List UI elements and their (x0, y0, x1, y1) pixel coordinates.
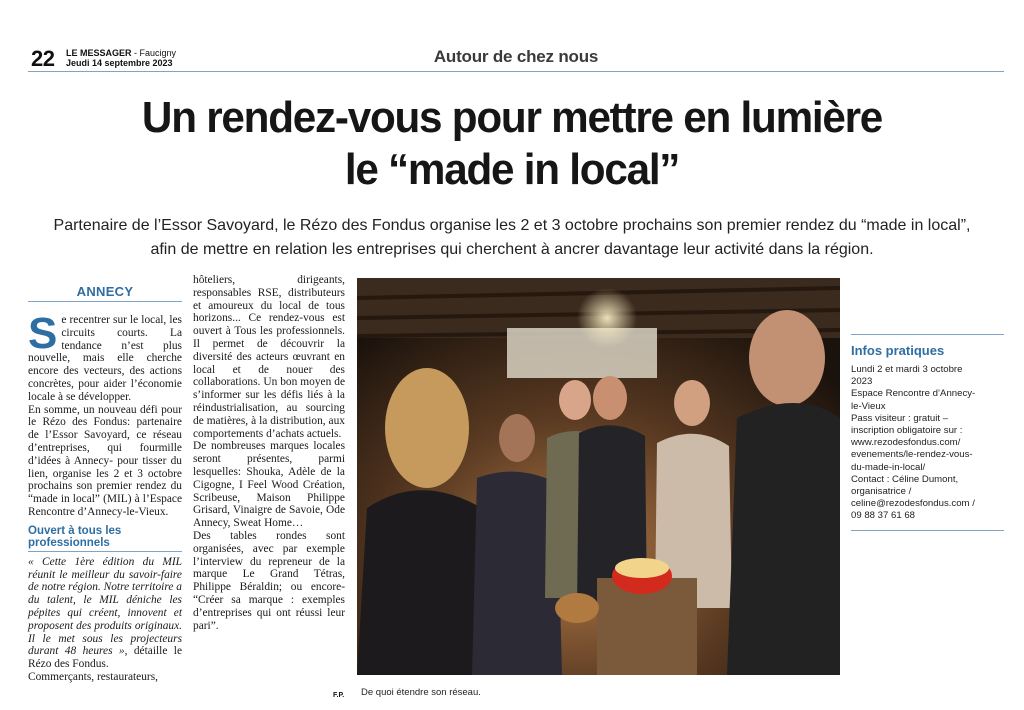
event-photo-illustration (357, 278, 840, 675)
info-line: organisatrice / (851, 486, 912, 498)
paragraph-4: hôteliers, dirigeants, responsables RSE, distributeurs et amoureux du local de tous horizons... Ce rendez-vous est ouvert à Tous les professionnels. Il permet de découvrir la diversité des acteurs œuvrant en local et de nouer des collaborations. Un bon moyen de s’informer sur les défis liés à la réindustrialisation, au sourcing de matières, à la distribution, aux comportements d’achats actuels. (193, 274, 345, 440)
info-line: Lundi 2 et mardi 3 octobre (851, 364, 963, 375)
publication-location: - Faucigny (131, 48, 177, 58)
drop-cap: S (28, 309, 58, 358)
photo-caption: De quoi étendre son réseau. (361, 687, 481, 698)
info-line: inscription obligatoire sur : (851, 425, 963, 437)
info-link: www.rezodesfondus.com/ (851, 437, 961, 449)
paragraph-2: En somme, un nouveau défi pour le Rézo des Fondus: partenaire de l’Essor Savoyard, ce réseau d’entreprises, qui fourmille d’idées à Annecy- pour tisser du lien, organise les 2 et 3 octobre prochains son premier rendez du “made in local” (MIL) à l’Espace Rencontre d’Annecy-le-Vieux. (28, 403, 182, 518)
article-standfirst (40, 214, 984, 262)
paragraph-6: Des tables rondes sont organisées, avec par exemple l’interview du repreneur de la marque Le Grand Tétras, Philippe Béraldin; ou encore- “Créer sa marque : exemples d’entreprises qui ont réussi leur pari”. (193, 529, 345, 632)
info-box (851, 334, 1004, 531)
info-line: Espace Rencontre d’Annecy- (851, 388, 976, 400)
issue-date: Jeudi 14 septembre 2023 (66, 58, 173, 68)
info-line: Pass visiteur : gratuit – (851, 412, 949, 424)
paragraph-3: Commerçants, restaurateurs, (28, 670, 158, 683)
info-phone: 09 88 37 61 68 (851, 510, 916, 522)
info-email: celine@rezodesfondus.com / (851, 498, 975, 510)
info-box-title: Infos pratiques (851, 343, 945, 358)
subheading: Ouvert à tous les professionnels (28, 525, 182, 552)
city-label: ANNECY (28, 283, 182, 302)
standfirst-line-1: Partenaire de l’Essor Savoyard, le Rézo des Fondus organise les 2 et 3 octobre prochains son premier rendez du “made in local”, (53, 217, 971, 234)
info-line: le-Vieux (851, 400, 886, 412)
info-link: du-made-in-local/ (851, 461, 926, 473)
page-number: 22 (31, 46, 55, 71)
quote-attribution: , détaille le Rézo des Fondus. (28, 645, 182, 671)
standfirst-line-2: afin de mettre en relation les entreprises qui cherchent à ancrer davantage leur activité dans la région. (150, 241, 874, 258)
paragraph-intro-text: e recentrer sur le local, les circuits courts. La tendance n’est plus nouvelle, mais elle cherche encore des vecteurs, des actions concrètes, pour aider l’économie locale à se développer. (28, 314, 182, 403)
article-headline (40, 92, 985, 196)
page-header (28, 44, 1004, 72)
headline-line-1: Un rendez-vous pour mettre en lumière (141, 93, 883, 142)
info-box-rule (851, 523, 1004, 531)
paragraph-5: De nombreuses marques locales seront présentes, parmi lesquelles: Shouka, Adèle de la Cigogne, I Feel Wood Création, Scribeuse, Maison Philippe Grisard, Vinaigre de Savoie, Ode Annecy, Sweat Home… (193, 440, 345, 530)
article-column-1 (28, 283, 182, 684)
info-link: evenements/le-rendez-vous- (851, 449, 973, 461)
quote-text: « Cette 1ère édition du MIL réunit le meilleur du savoir-faire de notre région. Notre territoire a du talent, le MIL déniche les pépites qui créent, innovent et proposent des produits originaux. Il le met sous les projecteurs durant 48 heures » (28, 555, 182, 658)
headline-line-2: le “made in local” (344, 145, 680, 194)
section-title: Autour de chez nous (433, 47, 599, 66)
info-line: 2023 (851, 376, 873, 388)
article-column-2 (193, 274, 345, 632)
publication-title: LE MESSAGER (66, 48, 132, 58)
paragraph-quote (28, 556, 182, 671)
article-photo (357, 278, 840, 675)
photo-credit: F.P. (333, 692, 345, 699)
info-line: Contact : Céline Dumont, (851, 473, 959, 485)
paragraph-intro (28, 309, 182, 404)
